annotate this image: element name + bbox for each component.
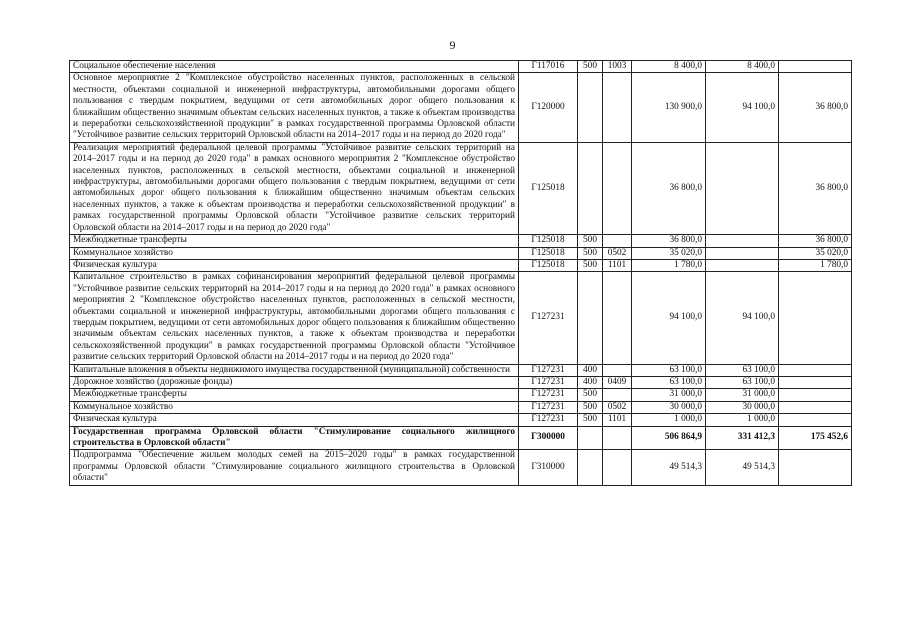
row-sum-regional: 49 514,3 <box>706 450 779 485</box>
table-row <box>70 450 852 485</box>
row-code: Г127231 <box>519 272 578 364</box>
row-sum-federal <box>779 389 852 401</box>
table-row <box>70 73 852 142</box>
row-code: Г127231 <box>519 389 578 401</box>
table-row <box>70 376 852 388</box>
row-sum-regional: 63 100,0 <box>706 376 779 388</box>
row-rz: 1101 <box>603 259 632 271</box>
row-name: Коммунальное хозяйство <box>70 401 519 413</box>
row-name: Дорожное хозяйство (дорожные фонды) <box>70 376 519 388</box>
row-sum-federal <box>779 364 852 376</box>
row-vr: 500 <box>578 247 603 259</box>
row-sum-regional <box>706 247 779 259</box>
row-sum-regional: 8 400,0 <box>706 61 779 73</box>
table-row <box>70 364 852 376</box>
row-vr <box>578 73 603 142</box>
row-sum-federal <box>779 450 852 485</box>
row-code: Г127231 <box>519 376 578 388</box>
row-vr <box>578 272 603 364</box>
row-vr: 400 <box>578 376 603 388</box>
row-rz <box>603 364 632 376</box>
table-row <box>70 247 852 259</box>
row-rz <box>603 450 632 485</box>
row-sum-regional: 63 100,0 <box>706 364 779 376</box>
table-row <box>70 61 852 73</box>
row-rz: 1003 <box>603 61 632 73</box>
row-sum-total: 130 900,0 <box>632 73 706 142</box>
row-name: Коммунальное хозяйство <box>70 247 519 259</box>
row-rz: 0409 <box>603 376 632 388</box>
row-rz <box>603 426 632 450</box>
row-vr: 500 <box>578 389 603 401</box>
row-rz: 0502 <box>603 401 632 413</box>
row-sum-regional: 331 412,3 <box>706 426 779 450</box>
row-name: Межбюджетные трансферты <box>70 389 519 401</box>
row-name: Капитальное строительство в рамках софинансирования мероприятий федеральной целевой программы "Устойчивое развитие сельских территорий на 2014–2017 годы и на период до 2020 года" в рамках основного мероприятия 2 "Комплексное обустройство населенных пунктов, расположенных в сельской местности, объектами социальной и инженерной инфраструктуры, автомобильными дорогами общего пользования с твердым покрытием, ведущими от сети автомобильных дорог общего пользования к ближайшим общественно значимым объектам сельских населенных пунктов, а также к объектам производства и переработки сельскохозяйственной продукции" в рамках государственной программы Орловской области "Устойчивое развитие сельских территорий Орловской области на 2014–2017 годы и на период до 2020 года" <box>70 272 519 364</box>
row-name: Межбюджетные трансферты <box>70 235 519 247</box>
row-code: Г125018 <box>519 142 578 234</box>
row-sum-regional: 31 000,0 <box>706 389 779 401</box>
row-sum-total: 63 100,0 <box>632 376 706 388</box>
row-sum-total: 8 400,0 <box>632 61 706 73</box>
row-sum-federal: 36 800,0 <box>779 235 852 247</box>
row-sum-federal: 36 800,0 <box>779 142 852 234</box>
budget-table <box>69 60 852 486</box>
row-sum-total: 63 100,0 <box>632 364 706 376</box>
row-sum-total: 49 514,3 <box>632 450 706 485</box>
row-sum-total: 36 800,0 <box>632 142 706 234</box>
row-name: Капитальные вложения в объекты недвижимого имущества государственной (муниципальной) собственности <box>70 364 519 376</box>
row-vr <box>578 450 603 485</box>
row-name: Государственная программа Орловской области "Стимулирование социального жилищного строительства в Орловской области" <box>70 426 519 450</box>
row-sum-federal: 1 780,0 <box>779 259 852 271</box>
row-sum-federal <box>779 376 852 388</box>
row-vr: 500 <box>578 235 603 247</box>
table-row <box>70 272 852 364</box>
row-code: Г127231 <box>519 401 578 413</box>
row-code: Г125018 <box>519 259 578 271</box>
page-number: 9 <box>449 38 456 52</box>
row-sum-total: 506 864,9 <box>632 426 706 450</box>
row-sum-federal <box>779 61 852 73</box>
row-sum-total: 31 000,0 <box>632 389 706 401</box>
row-sum-federal: 36 800,0 <box>779 73 852 142</box>
row-rz: 1101 <box>603 414 632 426</box>
row-name: Физическая культура <box>70 259 519 271</box>
row-sum-regional <box>706 259 779 271</box>
row-sum-regional: 94 100,0 <box>706 272 779 364</box>
row-vr: 500 <box>578 401 603 413</box>
row-rz <box>603 389 632 401</box>
row-sum-federal <box>779 401 852 413</box>
row-code: Г125018 <box>519 235 578 247</box>
row-sum-regional: 1 000,0 <box>706 414 779 426</box>
row-code: Г127231 <box>519 364 578 376</box>
row-rz <box>603 272 632 364</box>
row-vr: 500 <box>578 414 603 426</box>
row-sum-total: 35 020,0 <box>632 247 706 259</box>
row-sum-total: 1 000,0 <box>632 414 706 426</box>
table-row <box>70 389 852 401</box>
row-code: Г300000 <box>519 426 578 450</box>
table-row <box>70 259 852 271</box>
row-code: Г120000 <box>519 73 578 142</box>
row-vr: 400 <box>578 364 603 376</box>
row-code: Г127231 <box>519 414 578 426</box>
table-row <box>70 401 852 413</box>
row-sum-total: 94 100,0 <box>632 272 706 364</box>
row-rz: 0502 <box>603 247 632 259</box>
row-sum-federal: 35 020,0 <box>779 247 852 259</box>
row-code: Г117016 <box>519 61 578 73</box>
row-sum-regional <box>706 142 779 234</box>
row-sum-total: 30 000,0 <box>632 401 706 413</box>
row-sum-federal: 175 452,6 <box>779 426 852 450</box>
row-rz <box>603 142 632 234</box>
row-vr <box>578 426 603 450</box>
row-sum-regional <box>706 235 779 247</box>
row-sum-regional: 94 100,0 <box>706 73 779 142</box>
table-row-program-total <box>70 426 852 450</box>
row-code: Г310000 <box>519 450 578 485</box>
row-vr: 500 <box>578 61 603 73</box>
row-rz <box>603 235 632 247</box>
row-sum-total: 1 780,0 <box>632 259 706 271</box>
row-sum-total: 36 800,0 <box>632 235 706 247</box>
row-name: Реализация мероприятий федеральной целевой программы "Устойчивое развитие сельских территорий на 2014–2017 годы и на период до 2020 года" в рамках основного мероприятия 2 "Комплексное обустройство населенных пунктов, расположенных в сельской местности, объектами социальной и инженерной инфраструктуры, автомобильными дорогами общего пользования с твердым покрытием, ведущими от сети автомобильных дорог общего пользования к ближайшим общественно значимым объектам сельских населенных пунктов, а также к объектам производства и переработки сельскохозяйственной продукции" в рамках государственной программы Орловской области "Устойчивое развитие сельских территорий Орловской области на 2014–2017 годы и на период до 2020 года" <box>70 142 519 234</box>
row-sum-regional: 30 000,0 <box>706 401 779 413</box>
table-row <box>70 142 852 234</box>
row-name: Основное мероприятие 2 "Комплексное обустройство населенных пунктов, расположенных в сельской местности, объектами социальной и инженерной инфраструктуры, автомобильными дорогами общего пользования с твердым покрытием, ведущими от сети автомобильных дорог общего пользования к ближайшим общественно значимым объектам сельских населенных пунктов, а также к объектам производства и переработки сельскохозяйственной продукции" в рамках государственной программы Орловской области "Устойчивое развитие сельских территорий Орловской области на 2014–2017 годы и на период до 2020 года" <box>70 73 519 142</box>
row-name: Подпрограмма "Обеспечение жильем молодых семей на 2015–2020 годы" в рамках государственной программы Орловской области "Стимулирование социального жилищного строительства в Орловской области" <box>70 450 519 485</box>
row-sum-federal <box>779 414 852 426</box>
table-row <box>70 235 852 247</box>
row-name: Социальное обеспечение населения <box>70 61 519 73</box>
table-row <box>70 414 852 426</box>
row-vr <box>578 142 603 234</box>
row-rz <box>603 73 632 142</box>
row-name: Физическая культура <box>70 414 519 426</box>
row-sum-federal <box>779 272 852 364</box>
row-vr: 500 <box>578 259 603 271</box>
row-code: Г125018 <box>519 247 578 259</box>
